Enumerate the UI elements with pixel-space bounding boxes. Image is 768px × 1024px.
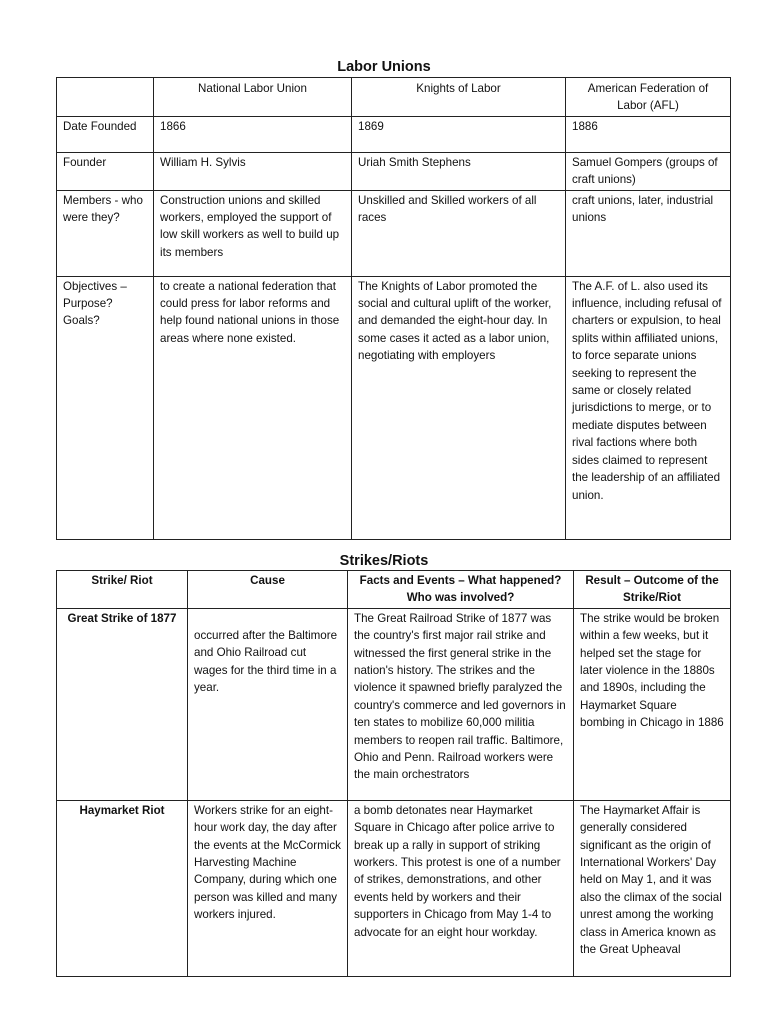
strikes-riots-table xyxy=(56,570,731,977)
table-row xyxy=(57,276,731,539)
table-cell: 1869 xyxy=(352,116,566,152)
header-cell-kol: Knights of Labor xyxy=(352,78,566,117)
table-cell: The strike would be broken within a few weeks, but it helped set the stage for later violence in the 1880s and 1890s, including the Haymarket Square bombing in Chicago in 1886 xyxy=(574,608,731,800)
row-label-date-founded: Date Founded xyxy=(57,116,154,152)
table-cell: craft unions, later, industrial unions xyxy=(566,190,731,276)
header-cell-result: Result – Outcome of the Strike/Riot xyxy=(574,571,731,609)
header-cell-strike-riot: Strike/ Riot xyxy=(57,571,188,609)
table-cell: to create a national federation that could press for labor reforms and help found national unions in those areas where none existed. xyxy=(154,276,352,539)
table-row xyxy=(57,116,731,152)
table-cell: Samuel Gompers (groups of craft unions) xyxy=(566,152,731,190)
strikes-riots-title: Strikes/Riots xyxy=(339,553,429,569)
table-cell: occurred after the Baltimore and Ohio Railroad cut wages for the third time in a year. xyxy=(188,608,348,800)
table-header-row xyxy=(57,571,731,609)
table-cell: William H. Sylvis xyxy=(154,152,352,190)
row-label-objectives: Objectives – Purpose? Goals? xyxy=(57,276,154,539)
row-label-great-strike: Great Strike of 1877 xyxy=(57,608,188,800)
table-row xyxy=(57,800,731,976)
table-row xyxy=(57,152,731,190)
header-cell-afl: American Federation of Labor (AFL) xyxy=(566,78,731,117)
row-label-founder: Founder xyxy=(57,152,154,190)
table-cell: a bomb detonates near Haymarket Square in Chicago after police arrive to break up a rally in support of striking workers. This protest is one of a number of strikes, demonstrations, and other events held by workers and their supporters in Chicago from May 1-4 to advocate for an eight hour workday. xyxy=(348,800,574,976)
row-label-members: Members - who were they? xyxy=(57,190,154,276)
header-cell-facts-events: Facts and Events – What happened? Who was involved? xyxy=(348,571,574,609)
table-cell: Uriah Smith Stephens xyxy=(352,152,566,190)
table-cell: The Great Railroad Strike of 1877 was the country's first major rail strike and witnessed the first general strike in the nation's history. The strikes and the violence it spawned briefly paralyzed the country's commerce and led governors in ten states to mobilize 60,000 militia members to reopen rail traffic. Baltimore, Ohio and Penn. Railroad workers were the main orchestrators xyxy=(348,608,574,800)
header-cell-cause: Cause xyxy=(188,571,348,609)
row-label-haymarket-riot: Haymarket Riot xyxy=(57,800,188,976)
labor-unions-table xyxy=(56,77,731,540)
table-cell: Workers strike for an eight-hour work day, the day after the events at the McCormick Harvesting Machine Company, during which one person was killed and many workers injured. xyxy=(188,800,348,976)
table-cell: 1866 xyxy=(154,116,352,152)
table-row xyxy=(57,190,731,276)
header-cell-blank xyxy=(57,78,154,117)
table-cell: The A.F. of L. also used its influence, including refusal of charters or expulsion, to heal splits within affiliated unions, to force separate unions seeking to represent the same or closely related jurisdictions to merge, or to mediate disputes between rival factions where both sides claimed to represent the leadership of an affiliated union. xyxy=(566,276,731,539)
table-cell: The Haymarket Affair is generally considered significant as the origin of International Workers' Day held on May 1, and it was also the climax of the social unrest among the working class in America known as the Great Upheaval xyxy=(574,800,731,976)
header-cell-nlu: National Labor Union xyxy=(154,78,352,117)
table-cell: The Knights of Labor promoted the social and cultural uplift of the worker, and demanded the eight-hour day. In some cases it acted as a labor union, negotiating with employers xyxy=(352,276,566,539)
table-row xyxy=(57,608,731,800)
table-cell: Unskilled and Skilled workers of all races xyxy=(352,190,566,276)
table-cell: 1886 xyxy=(566,116,731,152)
labor-unions-title: Labor Unions xyxy=(337,59,431,75)
table-cell: Construction unions and skilled workers, employed the support of low skill workers as well to build up its members xyxy=(154,190,352,276)
table-header-row xyxy=(57,78,731,117)
